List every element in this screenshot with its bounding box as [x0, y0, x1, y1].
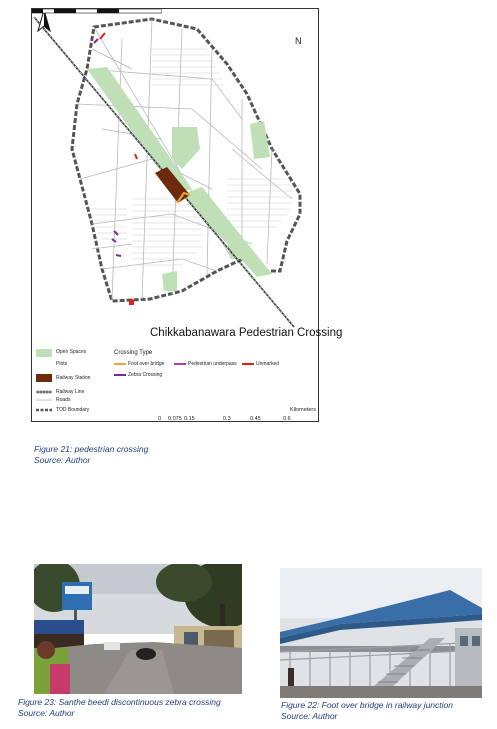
figure23-source: Source: Author [18, 708, 75, 718]
legend-unmarked: Unmarked [256, 361, 280, 367]
legend-open-spaces: Open Spaces [56, 349, 87, 355]
figure23-caption-block [18, 697, 221, 719]
legend-pedestrian-underpass: Pedestrian underpass [188, 361, 237, 367]
legend-swatch-railway [36, 390, 52, 394]
scale-tick-0075: 0.075 [168, 416, 182, 422]
unmarked-block [129, 300, 134, 305]
legend-foot-over-bridge: Foot over bridge [128, 361, 165, 367]
map-title: Chikkabanawara Pedestrian Crossing [150, 327, 343, 339]
figure22-caption: Figure 22: Foot over bridge in railway junction [281, 700, 453, 710]
legend-roads: Roads [56, 397, 71, 403]
figure23-photo [34, 564, 242, 694]
legend-tod-boundary: TOD Boundary [56, 407, 90, 413]
map-figure [31, 8, 343, 422]
scale-unit: Kilometers [290, 407, 316, 413]
figure21-caption-block [34, 444, 148, 466]
scale-tick-015: 0.15 [184, 416, 195, 422]
figure22-photo [280, 568, 482, 698]
map-canvas [32, 9, 318, 421]
legend-crossing-type: Crossing Type [114, 350, 153, 356]
figure21-source: Source: Author [34, 455, 91, 465]
figure22-source: Source: Author [281, 711, 338, 721]
scale-tick-03: 0.3 [223, 416, 231, 422]
scale-tick-0: 0 [158, 416, 162, 422]
legend-zebra-crossing: Zebra Crossing [128, 372, 163, 378]
scale-bar [32, 9, 162, 15]
legend-railway-station: Railway Station [56, 375, 91, 381]
legend-plots: Plots [56, 361, 68, 367]
legend-railway-line: Railway Line [56, 389, 85, 395]
figure23-caption: Figure 23: Santhe beedi discontinuous zebra crossing [18, 697, 221, 707]
legend-swatch-station [36, 374, 52, 382]
scale-tick-06: 0.6 [283, 416, 291, 422]
figure21-caption: Figure 21: pedestrian crossing [34, 444, 149, 454]
figure22-caption-block [281, 700, 453, 722]
north-label: N [295, 36, 302, 46]
legend-swatch-open-spaces [36, 349, 52, 357]
scale-tick-045: 0.45 [250, 416, 261, 422]
